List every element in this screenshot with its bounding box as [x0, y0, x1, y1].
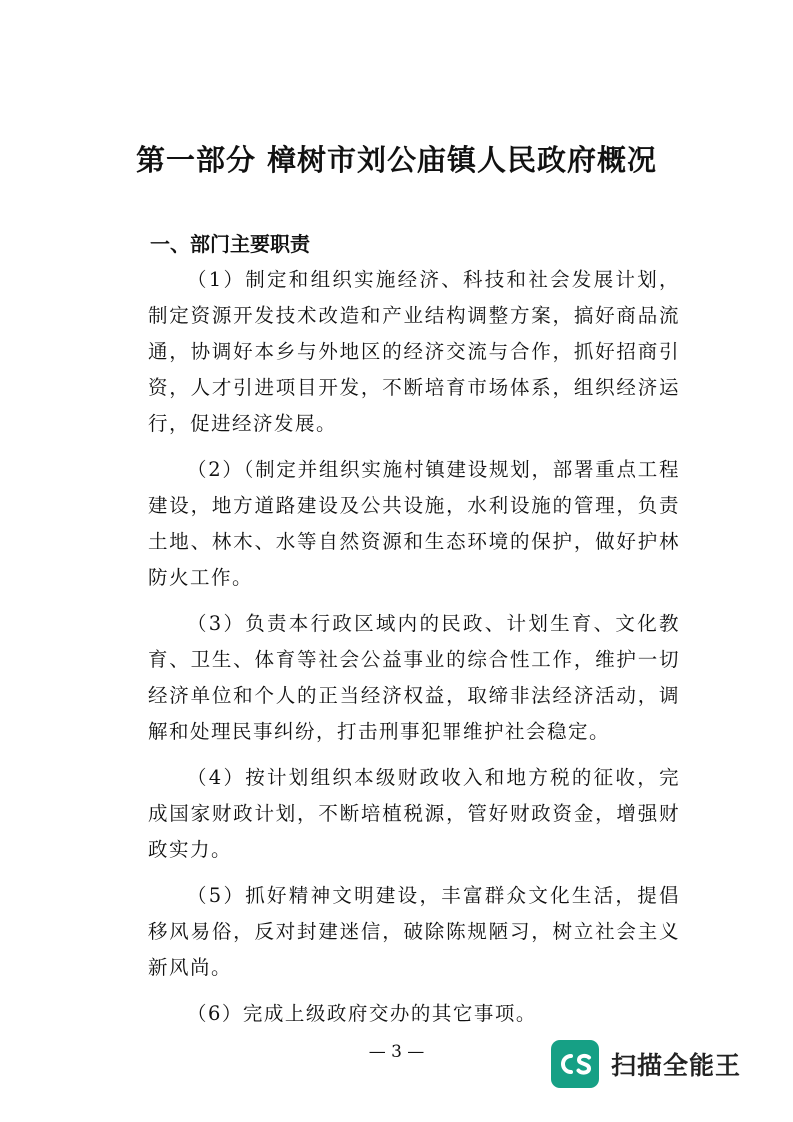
page-number: — 3 — — [368, 1042, 425, 1062]
paragraph-2: （2）（制定并组织实施村镇建设规划，部署重点工程建设，地方道路建设及公共设施，水利设施的管理，负责土地、林木、水等自然资源和生态环境的保护，做好护林防火工作。 — [148, 458, 680, 589]
page-title: 第一部分 樟树市刘公庙镇人民政府概况 — [135, 143, 658, 177]
camscanner-watermark — [551, 1040, 741, 1088]
paragraph-list — [148, 262, 680, 1042]
paragraph-4: （4）按计划组织本级财政收入和地方税的征收，完成国家财政计划，不断培植税源，管好财政资金，增强财政实力。 — [148, 766, 680, 861]
paragraph-3: （3）负责本行政区域内的民政、计划生育、文化教育、卫生、体育等社会公益事业的综合性工作，维护一切经济单位和个人的正当经济权益，取缔非法经济活动，调解和处理民事纠纷，打击刑事犯罪维护社会稳定。 — [148, 612, 680, 743]
camscanner-logo-icon — [551, 1040, 599, 1088]
watermark-text: 扫描全能王 — [611, 1051, 742, 1080]
paragraph-5: （5）抓好精神文明建设，丰富群众文化生活，提倡移风易俗，反对封建迷信，破除陈规陋习，树立社会主义新风尚。 — [148, 884, 680, 979]
paragraph-6: （6）完成上级政府交办的其它事项。 — [187, 1002, 537, 1025]
paragraph-1: （1）制定和组织实施经济、科技和社会发展计划，制定资源开发技术改造和产业结构调整方案，搞好商品流通，协调好本乡与外地区的经济交流与合作，抓好招商引资，人才引进项目开发，不断培育市场体系，组织经济运行，促进经济发展。 — [148, 268, 680, 435]
section-heading: 一、部门主要职责 — [150, 232, 310, 256]
